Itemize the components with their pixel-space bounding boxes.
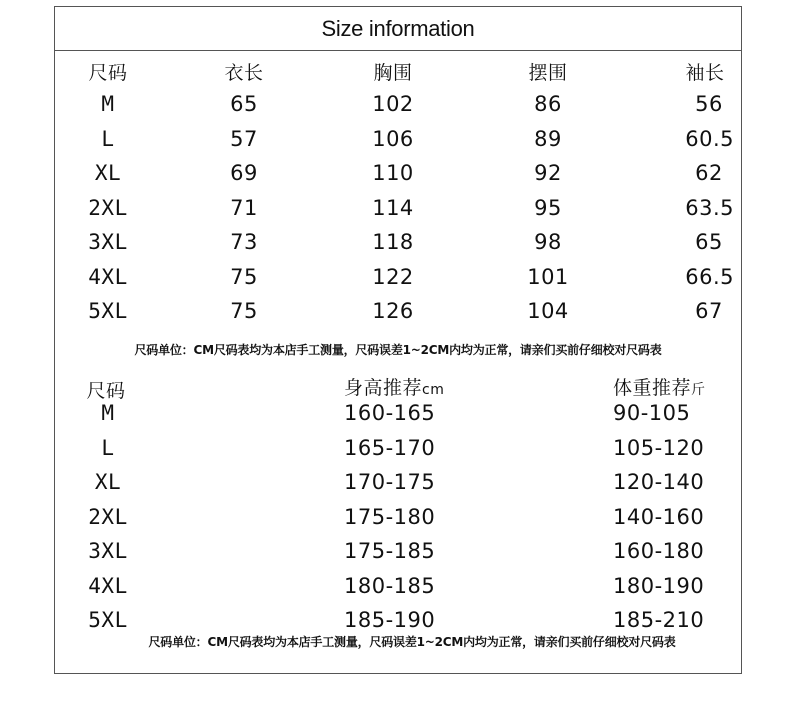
table2-header-2 xyxy=(613,373,706,400)
recommendation-note: 尺码单位：CM尺码表均为本店手工测量，尺码误差1~2CM内均为正常，请亲们买前仔细校对尺码表 xyxy=(148,635,676,649)
table1-value-cell: 101 xyxy=(527,264,569,289)
table2-header-unit: 斤 xyxy=(691,382,706,398)
table1-value-cell: 62 xyxy=(695,161,723,185)
table1-value-cell: 86 xyxy=(534,92,562,116)
table2-size-cell: 4XL xyxy=(88,573,128,598)
table1-value-cell: 102 xyxy=(372,92,414,116)
table1-value-cell: 114 xyxy=(372,195,414,220)
table1-value-cell: 69 xyxy=(230,161,258,185)
table2-size-cell: 3XL xyxy=(88,539,128,563)
table1-value-cell: 65 xyxy=(695,230,723,254)
table1-value-cell: 118 xyxy=(372,230,414,254)
table1-value-cell: 65 xyxy=(230,92,258,116)
measurement-note: 尺码单位：CM尺码表均为本店手工测量，尺码误差1~2CM内均为正常，请亲们买前仔细校对尺码表 xyxy=(134,343,662,357)
table2-size-cell: 5XL xyxy=(88,608,128,632)
table2-weight-cell: 185-210 xyxy=(613,608,705,632)
page-title: Size information xyxy=(321,15,475,41)
table1-value-cell: 122 xyxy=(372,264,414,289)
table1-size-cell: XL xyxy=(94,161,122,185)
table2-header-unit: cm xyxy=(422,382,445,398)
table2-header-label: 身高推荐 xyxy=(344,377,423,399)
table2-height-cell: 175-185 xyxy=(344,539,436,563)
table2-height-cell: 180-185 xyxy=(344,573,436,598)
table1-size-cell: 5XL xyxy=(88,299,128,323)
table1-value-cell: 75 xyxy=(230,299,258,323)
table2-height-cell: 175-180 xyxy=(344,504,436,529)
table1-value-cell: 75 xyxy=(230,264,258,289)
table2-header-0: 尺码 xyxy=(86,380,126,402)
title-bar xyxy=(55,7,741,51)
table1-value-cell: 110 xyxy=(372,161,414,185)
table1-value-cell: 56 xyxy=(695,92,723,116)
table1-value-cell: 89 xyxy=(534,126,562,151)
table1-header-0: 尺码 xyxy=(88,62,128,84)
table1-value-cell: 98 xyxy=(534,230,562,254)
table1-value-cell: 63.5 xyxy=(685,195,734,220)
table2-header-1 xyxy=(344,373,444,400)
table2-weight-cell: 180-190 xyxy=(613,573,705,598)
table1-size-cell: 3XL xyxy=(88,230,128,254)
table1-size-cell: M xyxy=(101,92,115,116)
table2-weight-cell: 140-160 xyxy=(613,504,705,529)
table2-size-cell: L xyxy=(101,435,115,460)
table2-header-label: 体重推荐 xyxy=(613,377,692,399)
table1-size-cell: 4XL xyxy=(88,264,128,289)
table1-size-cell: L xyxy=(101,126,115,151)
table1-value-cell: 57 xyxy=(230,126,258,151)
table1-size-cell: 2XL xyxy=(88,195,128,220)
table1-value-cell: 106 xyxy=(372,126,414,151)
table2-height-cell: 160-165 xyxy=(344,401,436,425)
table1-header-2: 胸围 xyxy=(373,62,413,84)
table2-height-cell: 165-170 xyxy=(344,435,436,460)
table1-value-cell: 66.5 xyxy=(685,264,734,289)
table1-header-4: 袖长 xyxy=(685,62,725,84)
table2-size-cell: M xyxy=(101,401,115,425)
table2-weight-cell: 160-180 xyxy=(613,539,705,563)
table1-value-cell: 73 xyxy=(230,230,258,254)
table2-height-cell: 185-190 xyxy=(344,608,436,632)
table1-value-cell: 92 xyxy=(534,161,562,185)
table2-weight-cell: 105-120 xyxy=(613,435,705,460)
table1-header-1: 衣长 xyxy=(224,62,264,84)
table1-header-3: 摆围 xyxy=(528,62,568,84)
table2-size-cell: XL xyxy=(94,470,122,494)
table1-value-cell: 104 xyxy=(527,299,569,323)
table1-value-cell: 67 xyxy=(695,299,723,323)
table2-height-cell: 170-175 xyxy=(344,470,436,494)
table1-value-cell: 71 xyxy=(230,195,258,220)
table2-size-cell: 2XL xyxy=(88,504,128,529)
table2-weight-cell: 90-105 xyxy=(613,401,691,425)
table1-value-cell: 126 xyxy=(372,299,414,323)
table1-value-cell: 95 xyxy=(534,195,562,220)
table1-value-cell: 60.5 xyxy=(685,126,734,151)
table2-weight-cell: 120-140 xyxy=(613,470,705,494)
